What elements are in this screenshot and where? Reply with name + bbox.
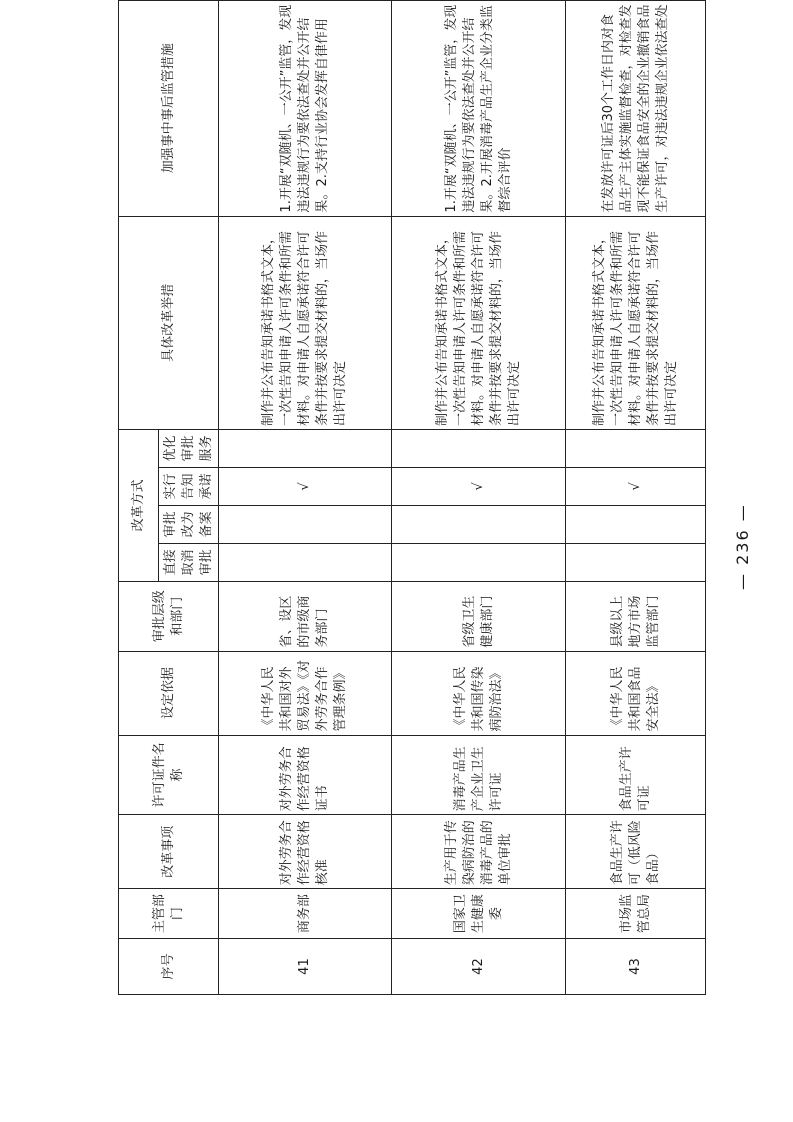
- row-dept: 国家卫生健康委: [392, 889, 566, 939]
- header-license-name: 许可证件名称: [119, 735, 219, 815]
- row-notify-promise-check: √: [566, 467, 706, 505]
- header-optimize: 优化审批服务: [159, 430, 219, 468]
- row-dept: 市场监管总局: [566, 889, 706, 939]
- row-supervision: 1.开展“双随机、一公开”监管，发现违法违规行为要依法查处并公开结果。2.支持行业协会发挥自律作用: [219, 1, 392, 217]
- row-notify-promise-check: √: [219, 467, 392, 505]
- header-reform-method: 改革方式: [119, 430, 159, 582]
- row-measures: 制作并公布告知承诺书格式文本，一次性告知申请人许可条件和所需材料。对申请人自愿承诺符合许可条件并按要求提交材料的，当场作出许可决定: [392, 216, 566, 429]
- reform-table: [118, 0, 706, 995]
- row-optimize: [566, 430, 706, 468]
- row-to-filing: [566, 505, 706, 543]
- row-basis: 《中华人民共和国对外贸易法》《对外劳务合作管理条例》: [219, 651, 392, 735]
- row-seq: 41: [219, 939, 392, 995]
- header-supervision: 加强事中事后监管措施: [119, 1, 219, 217]
- row-license-name: 对外劳务合作经营资格证书: [219, 735, 392, 815]
- row-item: 对外劳务合作经营资格核准: [219, 815, 392, 889]
- row-item: 食品生产许可（低风险食品）: [566, 815, 706, 889]
- row-direct-cancel: [392, 543, 566, 581]
- row-optimize: [219, 430, 392, 468]
- row-basis: 《中华人民共和国传染病防治法》: [392, 651, 566, 735]
- row-supervision: 在发放许可证后30个工作日内对食品生产主体实施监督检查，对检查发现不能保证食品安全的企业撤销食品生产许可，对违法违规企业依法查处: [566, 1, 706, 217]
- row-item: 生产用于传染病防治的消毒产品的单位审批: [392, 815, 566, 889]
- page-number: — 236 —: [733, 503, 752, 590]
- row-basis: 《中华人民共和国食品安全法》: [566, 651, 706, 735]
- row-supervision: 1.开展“双随机、一公开”监管，发现违法违规行为要依法查处并公开结果。2.开展消毒产品生产企业分类监督综合评价: [392, 1, 566, 217]
- header-measures: 具体改革举措: [119, 216, 219, 429]
- header-notify-promise: 实行告知承诺: [159, 467, 219, 505]
- header-approval-level: 审批层级和部门: [119, 581, 219, 651]
- header-basis: 设定依据: [119, 651, 219, 735]
- row-license-name: 食品生产许可证: [566, 735, 706, 815]
- row-seq: 43: [566, 939, 706, 995]
- row-to-filing: [219, 505, 392, 543]
- header-seq: 序号: [119, 939, 219, 995]
- header-dept: 主管部门: [119, 889, 219, 939]
- row-measures: 制作并公布告知承诺书格式文本，一次性告知申请人许可条件和所需材料。对申请人自愿承诺符合许可条件并按要求提交材料的，当场作出许可决定: [566, 216, 706, 429]
- header-direct-cancel: 直接取消审批: [159, 543, 219, 581]
- row-direct-cancel: [566, 543, 706, 581]
- table-row: [392, 1, 566, 995]
- row-to-filing: [392, 505, 566, 543]
- row-notify-promise-check: √: [392, 467, 566, 505]
- row-approval-level: 县级以上地方市场监管部门: [566, 581, 706, 651]
- row-direct-cancel: [219, 543, 392, 581]
- row-approval-level: 省级卫生健康部门: [392, 581, 566, 651]
- header-item: 改革事项: [119, 815, 219, 889]
- header-row-1: [119, 1, 159, 995]
- row-seq: 42: [392, 939, 566, 995]
- row-measures: 制作并公布告知承诺书格式文本，一次性告知申请人许可条件和所需材料。对申请人自愿承诺符合许可条件并按要求提交材料的，当场作出许可决定: [219, 216, 392, 429]
- row-dept: 商务部: [219, 889, 392, 939]
- table-row: [566, 1, 706, 995]
- row-license-name: 消毒产品生产企业卫生许可证: [392, 735, 566, 815]
- table-row: [219, 1, 392, 995]
- header-to-filing: 审批改为备案: [159, 505, 219, 543]
- row-approval-level: 省、设区的市级商务部门: [219, 581, 392, 651]
- row-optimize: [392, 430, 566, 468]
